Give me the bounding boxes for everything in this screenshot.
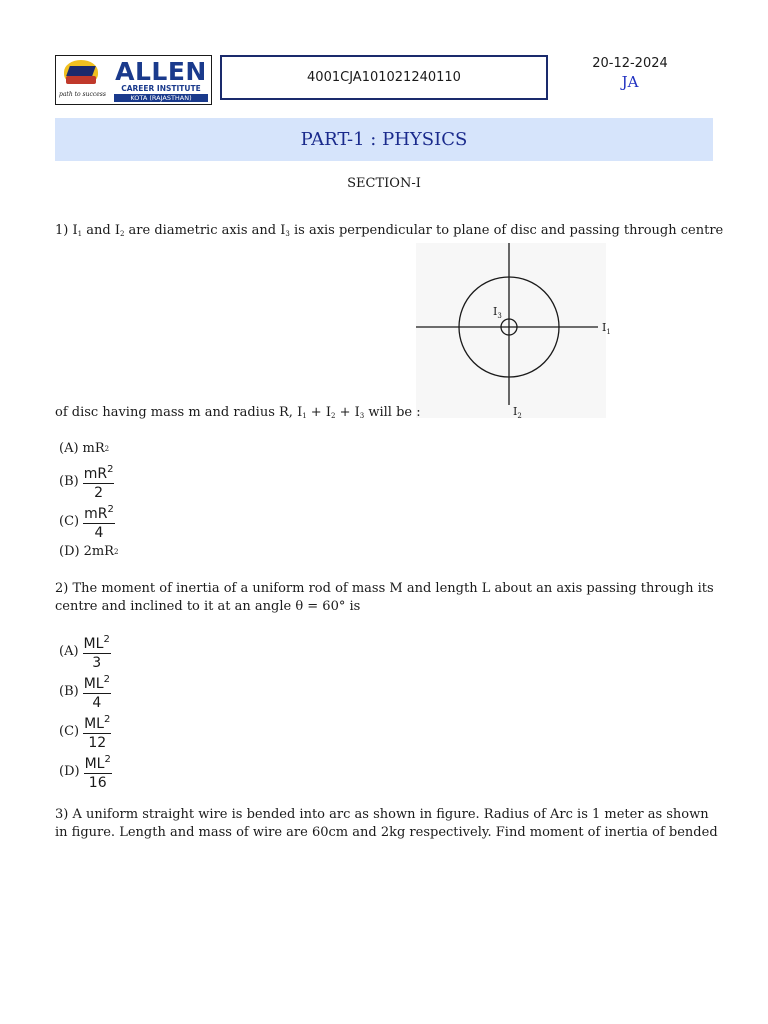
part-title: PART-1 : PHYSICS xyxy=(300,129,468,150)
question-number: 1) xyxy=(55,223,69,238)
exponent: 2 xyxy=(107,464,114,475)
exponent: 2 xyxy=(113,547,119,556)
paper-type: JA xyxy=(621,73,639,91)
option-label: (D) xyxy=(59,764,80,779)
exam-date: 20-12-2024 xyxy=(592,56,668,71)
option-label: (C) xyxy=(59,724,80,739)
option-label: (D) xyxy=(59,544,80,559)
moi-symbol: I xyxy=(72,223,78,238)
denominator: 3 xyxy=(92,655,102,671)
fraction xyxy=(83,672,111,711)
denominator: 12 xyxy=(88,735,107,751)
moi-symbol: I xyxy=(297,405,303,420)
header-meta xyxy=(580,56,680,91)
paper-code: 4001CJA101021240110 xyxy=(307,70,461,85)
option-label: (A) xyxy=(59,644,79,659)
plus-sign: + xyxy=(306,405,326,420)
question-1-line-2 xyxy=(55,404,421,425)
numerator: ML xyxy=(83,676,104,692)
question-2-line-2: centre and inclined to it at an angle θ = 60° is xyxy=(55,599,361,614)
moi-symbol: I xyxy=(325,405,331,420)
part-title-bar xyxy=(55,118,713,161)
numerator: ML xyxy=(84,716,104,732)
denominator: 2 xyxy=(94,485,104,501)
option-label: (B) xyxy=(59,684,79,699)
label-i1: $I_1$ xyxy=(602,321,611,336)
question-text: is axis perpendicular to plane of disc and passing through centre xyxy=(289,223,724,238)
label-i2: $I_2$ xyxy=(513,405,522,420)
subscript: 2 xyxy=(330,412,336,420)
question-text: and xyxy=(82,223,115,238)
label-i3: $I_3$ xyxy=(493,305,502,320)
exponent: 2 xyxy=(103,634,110,645)
q1-option-a[interactable] xyxy=(59,441,109,456)
exponent: 2 xyxy=(103,714,111,725)
denominator: 4 xyxy=(92,695,102,711)
subscript: 1 xyxy=(77,230,83,238)
paper-code-box xyxy=(220,55,548,100)
fraction xyxy=(84,752,112,791)
plus-sign: + xyxy=(335,405,355,420)
option-label: (B) xyxy=(59,474,79,489)
subscript: 1 xyxy=(302,412,307,420)
allen-logo xyxy=(55,55,212,105)
fraction xyxy=(83,502,115,541)
subscript: 2 xyxy=(119,230,125,238)
question-3-line-2: in figure. Length and mass of wire are 60cm and 2kg respectively. Find moment of inertia of bended xyxy=(55,825,718,840)
option-label: (A) xyxy=(59,441,79,456)
exponent: 2 xyxy=(104,754,111,765)
q2-option-a[interactable] xyxy=(59,632,111,671)
question-2-line-1: 2) The moment of inertia of a uniform rod of mass M and length L about an axis passing through its xyxy=(55,581,714,596)
question-1-line-1 xyxy=(55,222,723,243)
question-text: will be : xyxy=(364,405,421,420)
exponent: 2 xyxy=(107,504,114,515)
q1-option-d[interactable] xyxy=(59,544,118,559)
option-text: mR xyxy=(82,441,105,456)
question-3-line-1: 3) A uniform straight wire is bended into arc as shown in figure. Radius of Arc is 1 meter as shown xyxy=(55,807,709,822)
denominator: 4 xyxy=(94,525,104,541)
q2-option-d[interactable] xyxy=(59,752,112,791)
subscript: 3 xyxy=(285,230,290,238)
fraction xyxy=(83,712,111,751)
q1-option-c[interactable] xyxy=(59,502,115,541)
logo-city: KOTA (RAJASTHAN) xyxy=(114,94,208,102)
fraction xyxy=(83,632,111,671)
numerator: ML xyxy=(84,756,105,772)
logo-tagline: path to success xyxy=(59,91,106,98)
disc-axes-diagram xyxy=(416,243,611,420)
option-text: 2mR xyxy=(83,544,114,559)
question-text: of disc having mass m and radius R, xyxy=(55,405,298,420)
moi-symbol: I xyxy=(114,223,120,238)
logo-subtitle: CAREER INSTITUTE xyxy=(121,83,201,93)
numerator: mR xyxy=(84,506,108,522)
section-title: SECTION-I xyxy=(347,176,421,191)
q2-option-c[interactable] xyxy=(59,712,111,751)
numerator: mR xyxy=(83,466,108,482)
option-label: (C) xyxy=(59,514,80,529)
logo-emblem-icon xyxy=(56,56,112,104)
subscript: 3 xyxy=(359,412,365,420)
fraction xyxy=(83,462,115,501)
q2-option-b[interactable] xyxy=(59,672,111,711)
exponent: 2 xyxy=(103,674,110,685)
q1-option-b[interactable] xyxy=(59,462,114,501)
logo-brand: ALLEN xyxy=(115,56,207,86)
question-text: are diametric axis and xyxy=(124,223,281,238)
moi-symbol: I xyxy=(280,223,286,238)
moi-symbol: I xyxy=(354,405,360,420)
denominator: 16 xyxy=(88,775,107,791)
numerator: ML xyxy=(83,636,104,652)
exponent: 2 xyxy=(104,444,110,453)
